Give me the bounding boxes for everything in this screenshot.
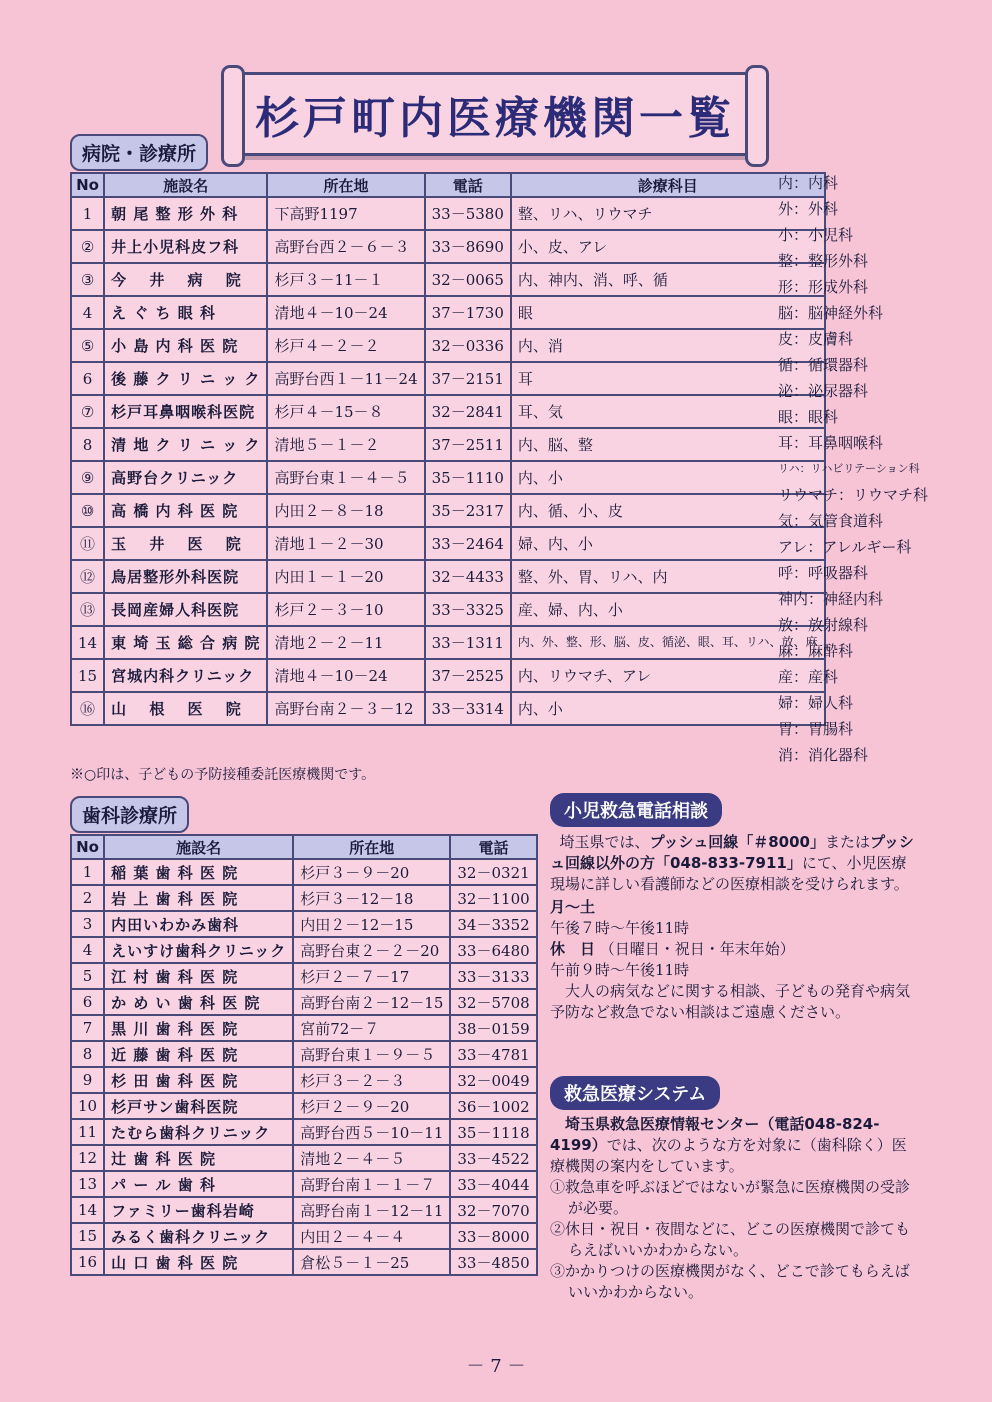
phone: 35－1110 — [425, 461, 511, 494]
subjects: 内、小 — [511, 461, 825, 494]
table-row — [71, 1015, 537, 1041]
phone: 36－1002 — [450, 1093, 536, 1119]
facility-name: 井上小児科皮フ科 — [104, 230, 267, 263]
row-no: 11 — [71, 1119, 104, 1145]
facility-name: 長岡産婦人科医院 — [104, 593, 267, 626]
address: 杉戸３－９－20 — [293, 859, 450, 885]
phone: 32－0321 — [450, 859, 536, 885]
row-no: 5 — [71, 963, 104, 989]
subject-legend — [778, 170, 988, 768]
facility-name: 辻 歯 科 医 院 — [104, 1145, 293, 1171]
weekday-label: 月～土 — [550, 898, 596, 916]
row-no: ⑦ — [71, 395, 104, 428]
phone: 33－8690 — [425, 230, 511, 263]
page-title: 杉戸町内医療機関一覧 — [255, 93, 735, 144]
emergency-system-info — [550, 1114, 920, 1303]
address: 内田１－１－20 — [267, 560, 424, 593]
table-row — [71, 560, 825, 593]
address: 清地５－１－２ — [267, 428, 424, 461]
facility-name: えいすけ歯科クリニック — [104, 937, 293, 963]
legend-item: リハ：リハビリテーション科 — [778, 462, 920, 475]
facility-name: か め い 歯 科 医 院 — [104, 989, 293, 1015]
address: 清地４－10－24 — [267, 659, 424, 692]
table-row — [71, 1223, 537, 1249]
table-row — [71, 263, 825, 296]
subjects: 内、小 — [511, 692, 825, 725]
holiday-line — [550, 939, 920, 960]
row-no: 7 — [71, 1015, 104, 1041]
address: 内田２－８－18 — [267, 494, 424, 527]
address: 杉戸３－12－18 — [293, 885, 450, 911]
phone: 33－2464 — [425, 527, 511, 560]
facility-name: みるく歯科クリニック — [104, 1223, 293, 1249]
intro-text-2: または — [824, 833, 870, 851]
header-name: 施設名 — [104, 173, 267, 197]
row-no: ③ — [71, 263, 104, 296]
intro-text-3: にて、小児医療現場に詳しい看護師などの医療相談を受けられます。 — [550, 854, 909, 893]
address: 杉戸３－11－１ — [267, 263, 424, 296]
row-no: 12 — [71, 1145, 104, 1171]
table-row — [71, 1041, 537, 1067]
scroll-right-decoration — [745, 65, 769, 167]
facility-name: 杉 田 歯 科 医 院 — [104, 1067, 293, 1093]
address: 清地４－10－24 — [267, 296, 424, 329]
address: 高野台西５－10－11 — [293, 1119, 450, 1145]
facility-name: 岩 上 歯 科 医 院 — [104, 885, 293, 911]
address: 宮前72－７ — [293, 1015, 450, 1041]
phone: 35－1118 — [450, 1119, 536, 1145]
facility-name: 宮城内科クリニック — [104, 659, 267, 692]
legend-item: 放：放射線科 — [778, 616, 869, 634]
address: 杉戸２－９－20 — [293, 1093, 450, 1119]
legend-item: 小：小児科 — [778, 226, 854, 244]
child-emergency-info — [550, 832, 920, 1023]
phone: 33－3325 — [425, 593, 511, 626]
subjects: 内、リウマチ、アレ — [511, 659, 825, 692]
address: 杉戸４－15－８ — [267, 395, 424, 428]
row-no: ② — [71, 230, 104, 263]
table-row — [71, 197, 825, 230]
hospital-table — [70, 172, 826, 726]
header-subjects: 診療科目 — [511, 173, 825, 197]
table-row — [71, 1171, 537, 1197]
row-no: 4 — [71, 296, 104, 329]
header-phone: 電話 — [450, 835, 536, 859]
table-row — [71, 395, 825, 428]
address: 倉松５－１－25 — [293, 1249, 450, 1275]
address: 高野台東２－２－20 — [293, 937, 450, 963]
row-no: 4 — [71, 937, 104, 963]
address: 清地２－２－11 — [267, 626, 424, 659]
hospital-table-header — [71, 173, 825, 197]
row-no: ⑫ — [71, 560, 104, 593]
subjects: 小、皮、アレ — [511, 230, 825, 263]
table-row — [71, 626, 825, 659]
address: 高野台東１－９－５ — [293, 1041, 450, 1067]
facility-name: 山 根 医 院 — [104, 692, 267, 725]
facility-name: え ぐ ち 眼 科 — [104, 296, 267, 329]
legend-item: アレ：アレルギー科 — [778, 538, 912, 556]
intro-text-1: 埼玉県では、 — [559, 833, 650, 851]
phone: 32－0065 — [425, 263, 511, 296]
table-row — [71, 659, 825, 692]
row-no: 15 — [71, 659, 104, 692]
row-no: ⑨ — [71, 461, 104, 494]
row-no: 1 — [71, 197, 104, 230]
table-row — [71, 1249, 537, 1275]
legend-item: 麻：麻酔科 — [778, 642, 854, 660]
legend-item: 耳：耳鼻咽喉科 — [778, 434, 884, 452]
table-row — [71, 1145, 537, 1171]
row-no: ⑩ — [71, 494, 104, 527]
phone: 33－4850 — [450, 1249, 536, 1275]
phone: 33－1311 — [425, 626, 511, 659]
row-no: 2 — [71, 885, 104, 911]
facility-name: 杉戸サン歯科医院 — [104, 1093, 293, 1119]
row-no: 3 — [71, 911, 104, 937]
facility-name: 東 埼 玉 総 合 病 院 — [104, 626, 267, 659]
phone: 33－4781 — [450, 1041, 536, 1067]
table-row — [71, 1093, 537, 1119]
facility-name: 高 橋 内 科 医 院 — [104, 494, 267, 527]
facility-name: 小 島 内 科 医 院 — [104, 329, 267, 362]
table-row — [71, 461, 825, 494]
phone: 38－0159 — [450, 1015, 536, 1041]
table-row — [71, 989, 537, 1015]
phone: 33－4522 — [450, 1145, 536, 1171]
legend-item: 呼：呼吸器科 — [778, 564, 869, 582]
legend-item: 消：消化器科 — [778, 746, 869, 764]
legend-item: 循：循環器科 — [778, 356, 869, 374]
phone: 32－0049 — [450, 1067, 536, 1093]
table-row — [71, 1197, 537, 1223]
phone: 33－8000 — [450, 1223, 536, 1249]
table-row — [71, 885, 537, 911]
table-row — [71, 692, 825, 725]
table-row — [71, 911, 537, 937]
legend-item: 形：形成外科 — [778, 278, 869, 296]
emergency-system-title: 救急医療システム — [550, 1076, 720, 1110]
table-row — [71, 230, 825, 263]
phone: 32－7070 — [450, 1197, 536, 1223]
phone: 35－2317 — [425, 494, 511, 527]
lead-text: では、次のような方を対象に（歯科除く）医療機関の案内をしています。 — [550, 1136, 907, 1175]
facility-name: 朝 尾 整 形 外 科 — [104, 197, 267, 230]
table-row — [71, 428, 825, 461]
address: 高野台南２－12－15 — [293, 989, 450, 1015]
legend-item: リウマチ：リウマチ科 — [778, 486, 929, 504]
phone: 33－3314 — [425, 692, 511, 725]
subjects: 婦、内、小 — [511, 527, 825, 560]
row-no: 14 — [71, 626, 104, 659]
phone: 33－3133 — [450, 963, 536, 989]
phone: 32－1100 — [450, 885, 536, 911]
facility-name: 稲 葉 歯 科 医 院 — [104, 859, 293, 885]
subjects: 整、リハ、リウマチ — [511, 197, 825, 230]
address: 杉戸２－７－17 — [293, 963, 450, 989]
phone: 37－2525 — [425, 659, 511, 692]
row-no: 13 — [71, 1171, 104, 1197]
header-no: No — [71, 835, 104, 859]
subjects: 産、婦、内、小 — [511, 593, 825, 626]
subjects: 耳 — [511, 362, 825, 395]
row-no: 14 — [71, 1197, 104, 1223]
dental-section-label: 歯科診療所 — [70, 796, 189, 833]
scroll-left-decoration — [221, 65, 245, 167]
facility-name: 杉戸耳鼻咽喉科医院 — [104, 395, 267, 428]
emergency-system-lead — [550, 1114, 920, 1177]
table-row — [71, 1119, 537, 1145]
table-row — [71, 937, 537, 963]
address: 清地１－２－30 — [267, 527, 424, 560]
table-row — [71, 329, 825, 362]
row-no: 10 — [71, 1093, 104, 1119]
info-center-phone: 埼玉県救急医療情報センター（電話048-824-4199） — [550, 1115, 880, 1154]
address: 杉戸２－３－10 — [267, 593, 424, 626]
table-row — [71, 296, 825, 329]
table-row — [71, 362, 825, 395]
facility-name: 清 地 ク リ ニ ッ ク — [104, 428, 267, 461]
condition-item-3: ③かかりつけの医療機関がなく、どこで診てもらえばいいかわからない。 — [550, 1262, 910, 1301]
condition-item-2: ②休日・祝日・夜間などに、どこの医療機関で診てもらえばいいかわからない。 — [550, 1220, 911, 1259]
address: 下高野1197 — [267, 197, 424, 230]
facility-name: ファミリー歯科岩崎 — [104, 1197, 293, 1223]
phone: 32－0336 — [425, 329, 511, 362]
address: 高野台南２－３－12 — [267, 692, 424, 725]
row-no: 16 — [71, 1249, 104, 1275]
legend-item: 皮：皮膚科 — [778, 330, 854, 348]
hospital-section-label: 病院・診療所 — [70, 134, 208, 171]
address: 高野台東１－４－５ — [267, 461, 424, 494]
row-no: 8 — [71, 428, 104, 461]
page-number: － 7 － — [466, 1356, 526, 1377]
legend-item: 外：外科 — [778, 200, 839, 218]
subjects: 内、循、小、皮 — [511, 494, 825, 527]
facility-name: 江 村 歯 科 医 院 — [104, 963, 293, 989]
legend-item: 気：気管食道科 — [778, 512, 884, 530]
header-address: 所在地 — [267, 173, 424, 197]
phone: 32－2841 — [425, 395, 511, 428]
vaccination-note: ※○印は、子どもの予防接種委託医療機関です。 — [70, 767, 376, 783]
facility-name: 高野台クリニック — [104, 461, 267, 494]
condition-item-1: ①救急車を呼ぶほどではないが緊急に医療機関の受診が必要。 — [550, 1178, 911, 1217]
table-row — [71, 963, 537, 989]
table-row — [71, 593, 825, 626]
address: 高野台南１－１－７ — [293, 1171, 450, 1197]
other-line-number: プッシュ回線以外の方「048-833-7911」 — [550, 833, 914, 872]
phone: 32－4433 — [425, 560, 511, 593]
subjects: 整、外、胃、リハ、内 — [511, 560, 825, 593]
child-emergency-intro — [550, 832, 920, 895]
table-row — [71, 527, 825, 560]
row-no: 9 — [71, 1067, 104, 1093]
subjects: 内、消 — [511, 329, 825, 362]
row-no: ⑤ — [71, 329, 104, 362]
address: 内田２－12－15 — [293, 911, 450, 937]
facility-name: 鳥居整形外科医院 — [104, 560, 267, 593]
legend-item: 眼：眼科 — [778, 408, 839, 426]
facility-name: たむら歯科クリニック — [104, 1119, 293, 1145]
legend-item: 婦：婦人科 — [778, 694, 854, 712]
dental-table — [70, 834, 538, 1276]
row-no: 1 — [71, 859, 104, 885]
subjects: 内、脳、整 — [511, 428, 825, 461]
child-emergency-title: 小児救急電話相談 — [550, 793, 722, 827]
facility-name: 山 口 歯 科 医 院 — [104, 1249, 293, 1275]
legend-item: 神内：神経内科 — [778, 590, 884, 608]
phone: 37－1730 — [425, 296, 511, 329]
header-name: 施設名 — [104, 835, 293, 859]
address: 高野台西２－６－３ — [267, 230, 424, 263]
holiday-hours: 午前９時～午後11時 — [550, 961, 690, 979]
weekday-hours: 午後７時～午後11時 — [550, 919, 690, 937]
address: 清地２－４－５ — [293, 1145, 450, 1171]
phone: 37－2511 — [425, 428, 511, 461]
facility-name: 近 藤 歯 科 医 院 — [104, 1041, 293, 1067]
facility-name: 玉 井 医 院 — [104, 527, 267, 560]
table-row — [71, 494, 825, 527]
header-no: No — [71, 173, 104, 197]
row-no: 8 — [71, 1041, 104, 1067]
phone: 32－5708 — [450, 989, 536, 1015]
facility-name: 後 藤 ク リ ニ ッ ク — [104, 362, 267, 395]
facility-name: パ ー ル 歯 科 — [104, 1171, 293, 1197]
holiday-note: （日曜日・祝日・年末年始） — [599, 940, 795, 958]
phone: 33－4044 — [450, 1171, 536, 1197]
header-address: 所在地 — [293, 835, 450, 859]
row-no: 6 — [71, 362, 104, 395]
row-no: ⑬ — [71, 593, 104, 626]
address: 高野台南１－12－11 — [293, 1197, 450, 1223]
legend-item: 脳：脳神経外科 — [778, 304, 884, 322]
address: 高野台西１－11－24 — [267, 362, 424, 395]
facility-name: 今 井 病 院 — [104, 263, 267, 296]
legend-item: 胃：胃腸科 — [778, 720, 854, 738]
legend-item: 泌：泌尿器科 — [778, 382, 869, 400]
subjects: 眼 — [511, 296, 825, 329]
legend-item: 産：産科 — [778, 668, 839, 686]
legend-item: 整：整形外科 — [778, 252, 869, 270]
legend-item: 内：内科 — [778, 174, 839, 192]
row-no: ⑪ — [71, 527, 104, 560]
phone: 34－3352 — [450, 911, 536, 937]
row-no: 15 — [71, 1223, 104, 1249]
address: 杉戸４－２－２ — [267, 329, 424, 362]
row-no: ⑯ — [71, 692, 104, 725]
subjects: 内、外、整、形、脳、皮、循泌、眼、耳、リハ、放、麻 — [511, 626, 825, 659]
address: 内田２－４－４ — [293, 1223, 450, 1249]
holiday-label: 休 日 — [550, 940, 596, 958]
subjects: 内、神内、消、呼、循 — [511, 263, 825, 296]
table-row — [71, 1067, 537, 1093]
address: 杉戸３－２－３ — [293, 1067, 450, 1093]
facility-name: 黒 川 歯 科 医 院 — [104, 1015, 293, 1041]
child-emergency-footer: 大人の病気などに関する相談、子どもの発育や病気予防など救急でない相談はご遠慮ください。 — [550, 982, 911, 1021]
header-phone: 電話 — [425, 173, 511, 197]
phone: 33－5380 — [425, 197, 511, 230]
row-no: 6 — [71, 989, 104, 1015]
facility-name: 内田いわかみ歯科 — [104, 911, 293, 937]
table-row — [71, 859, 537, 885]
push-line-number: プッシュ回線「＃8000」 — [649, 833, 825, 851]
dental-table-header — [71, 835, 537, 859]
phone: 33－6480 — [450, 937, 536, 963]
phone: 37－2151 — [425, 362, 511, 395]
subjects: 耳、気 — [511, 395, 825, 428]
title-banner — [232, 72, 758, 156]
